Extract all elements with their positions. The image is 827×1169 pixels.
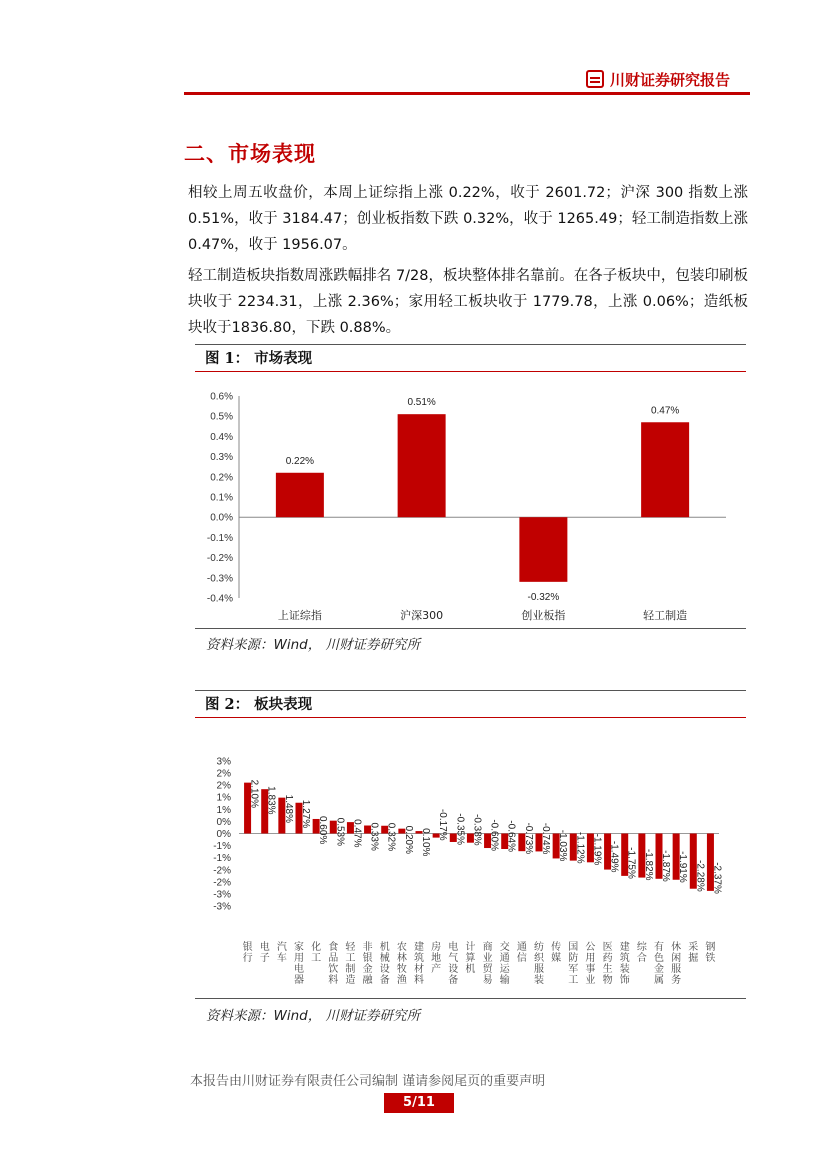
y-tick-label: -3% xyxy=(213,889,231,901)
y-tick-label: -0.3% xyxy=(206,573,233,585)
figure2-source: 资料来源：Wind， 川财证券研究所 xyxy=(206,1008,421,1024)
data-label: -1.91% xyxy=(677,851,689,883)
data-label: 2.10% xyxy=(248,779,260,808)
figure1-bottom-rule xyxy=(195,628,746,629)
figure2-title: 图 2： 板块表现 xyxy=(205,696,313,713)
page-number: 5/11 xyxy=(384,1093,454,1113)
company-logo-icon xyxy=(586,70,604,88)
data-label: 0.47% xyxy=(650,405,680,417)
category-label: 化工 xyxy=(311,942,322,964)
y-tick-label: -1% xyxy=(213,853,231,865)
data-label: -0.64% xyxy=(505,820,517,852)
data-label: -1.49% xyxy=(608,840,620,873)
category-label: 上证综指 xyxy=(277,609,322,622)
y-tick-label: -0.4% xyxy=(206,593,233,605)
category-label: 银行 xyxy=(242,942,253,964)
category-label: 计算机 xyxy=(465,942,476,975)
figure2-title-bar xyxy=(195,690,746,718)
category-label: 家用电器 xyxy=(294,942,304,986)
category-label: 汽车 xyxy=(276,942,287,964)
data-label: 0.22% xyxy=(285,455,315,467)
category-label: 采掘 xyxy=(688,942,699,964)
category-label: 通信 xyxy=(516,942,527,964)
category-label: 钢铁 xyxy=(705,942,716,964)
data-label: 0.51% xyxy=(407,397,436,409)
category-label: 国防军工 xyxy=(568,942,579,986)
data-label: 0.33% xyxy=(368,822,380,851)
sector-summary-paragraph: 轻工制造板块指数周涨跌幅排名 7/28，板块整体排名靠前。在各子板块中，包装印刷板块收于 2234.31，上涨 2.36%；家用轻工板块收于 1779.78，上涨 0.06%；造纸板块收于1836.80，下跌 0.88%。 xyxy=(188,268,748,336)
market-summary-paragraph: 相较上周五收盘价，本周上证综指上涨 0.22%，收于 2601.72；沪深 300 指数上涨 0.51%，收于 3184.47；创业板指数下跌 0.32%，收于 1265.49；轻工制造指数上涨 0.47%，收于 1956.07。 xyxy=(188,185,748,253)
y-tick-label: 2% xyxy=(216,780,231,792)
data-label: -0.60% xyxy=(488,819,500,852)
data-label: 1.48% xyxy=(282,794,294,824)
category-label: 休闲服务 xyxy=(671,942,682,986)
category-label: 交通运输 xyxy=(499,942,510,986)
y-tick-label: 0.0% xyxy=(210,512,233,524)
y-tick-label: 2% xyxy=(216,768,231,780)
y-tick-label: 0.6% xyxy=(210,391,233,403)
y-tick-label: 0.4% xyxy=(210,431,233,443)
header-divider xyxy=(184,92,750,95)
y-tick-label: -2% xyxy=(213,865,231,877)
y-tick-label: 1% xyxy=(216,792,231,804)
data-label: -0.73% xyxy=(522,822,534,855)
y-tick-label: -0.2% xyxy=(206,553,233,565)
y-tick-label: 0.5% xyxy=(210,411,233,423)
market-performance-chart xyxy=(195,380,746,628)
data-label: -0.32% xyxy=(527,591,560,603)
y-tick-label: 0.1% xyxy=(210,492,233,504)
y-tick-label: 3% xyxy=(216,756,231,768)
report-header-title: 川财证券研究报告 xyxy=(610,71,731,89)
footer-disclaimer: 本报告由川财证券有限责任公司编制 谨请参阅尾页的重要声明 xyxy=(190,1074,546,1089)
category-label: 电气设备 xyxy=(448,942,459,986)
figure1-source: 资料来源：Wind， 川财证券研究所 xyxy=(206,637,421,653)
data-label: 0.60% xyxy=(317,815,329,845)
y-tick-label: -0.1% xyxy=(206,532,233,544)
category-label: 商业贸易 xyxy=(482,942,493,986)
y-tick-label: -1% xyxy=(213,841,231,853)
category-label: 有色金属 xyxy=(654,942,664,986)
data-label: 0.10% xyxy=(420,828,431,857)
data-label: -0.35% xyxy=(454,813,466,845)
data-label: -2.37% xyxy=(711,862,723,894)
category-label: 轻工制造 xyxy=(643,609,688,622)
category-label: 农林牧渔 xyxy=(396,942,407,986)
sector-performance-chart xyxy=(195,728,746,998)
data-label: -1.12% xyxy=(574,831,586,864)
category-label: 沪深300 xyxy=(400,609,444,622)
data-label: 0.20% xyxy=(402,825,414,855)
data-label: 0.53% xyxy=(334,817,346,847)
category-label: 房地产 xyxy=(431,942,442,975)
y-tick-label: -2% xyxy=(213,877,231,889)
category-label: 轻工制造 xyxy=(345,942,356,986)
data-label: 1.83% xyxy=(265,786,277,815)
y-tick-label: 0% xyxy=(216,816,231,828)
data-label: -2.28% xyxy=(694,860,706,892)
figure1-title-bar xyxy=(195,344,746,372)
data-label: -1.75% xyxy=(625,847,637,879)
figure1-title: 图 1： 市场表现 xyxy=(205,350,313,367)
category-label: 食品饮料 xyxy=(328,942,339,986)
data-label: 0.32% xyxy=(385,822,397,852)
data-label: -1.03% xyxy=(557,829,569,862)
category-label: 电子 xyxy=(259,942,270,964)
data-label: -0.74% xyxy=(540,822,551,855)
category-label: 创业板指 xyxy=(521,609,566,622)
category-label: 纺织服装 xyxy=(534,942,544,986)
figure2-bottom-rule xyxy=(195,998,746,999)
bar xyxy=(641,422,689,517)
data-label: 0.47% xyxy=(351,819,363,848)
category-label: 建筑材料 xyxy=(414,942,424,986)
data-label: -0.38% xyxy=(471,814,483,846)
data-label: 1.27% xyxy=(300,799,311,829)
data-label: -1.87% xyxy=(660,850,671,882)
category-label: 医药生物 xyxy=(602,942,613,986)
y-tick-label: 1% xyxy=(216,804,231,816)
category-label: 建筑装饰 xyxy=(619,942,630,986)
data-label: -0.17% xyxy=(437,808,449,841)
bar xyxy=(276,473,324,517)
category-label: 机械设备 xyxy=(379,942,390,986)
y-tick-label: 0.3% xyxy=(210,452,233,464)
bar xyxy=(519,517,567,582)
category-label: 公用事业 xyxy=(585,942,596,986)
y-tick-label: -3% xyxy=(213,901,231,913)
category-label: 非银金融 xyxy=(362,942,373,986)
bar xyxy=(398,414,446,517)
y-tick-label: 0.2% xyxy=(210,472,233,484)
data-label: -1.82% xyxy=(642,848,654,881)
y-tick-label: 0% xyxy=(216,829,231,840)
section-title: 二、市场表现 xyxy=(184,141,316,166)
data-label: -1.19% xyxy=(591,833,603,866)
category-label: 综合 xyxy=(636,942,647,964)
category-label: 传媒 xyxy=(551,942,562,964)
